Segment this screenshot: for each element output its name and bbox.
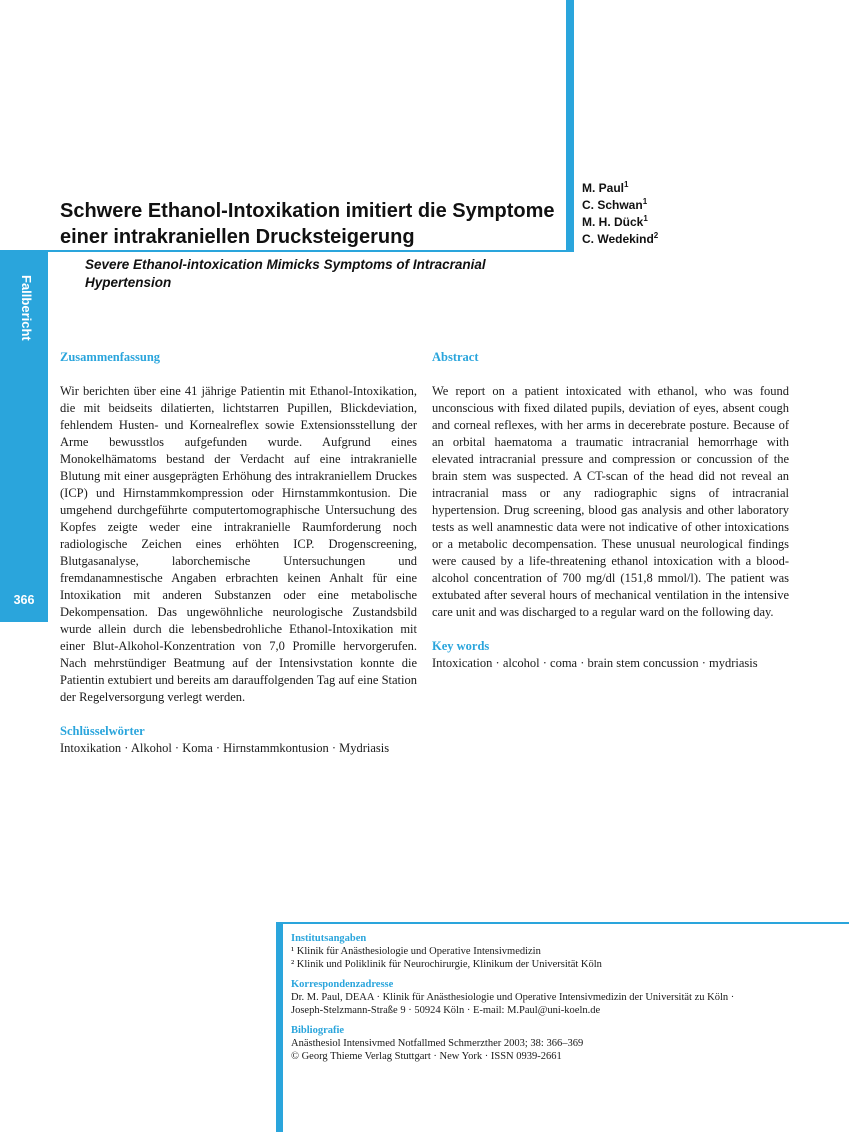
bibliography-line: Anästhesiol Intensivmed Notfallmed Schmerzther 2003; 38: 366–369 [291, 1038, 584, 1049]
keywords-text: Intoxication · alcohol · coma · brain stem concussion · mydriasis [432, 656, 758, 670]
english-subtitle: Severe Ethanol-intoxication Mimicks Symptoms of Intracranial Hypertension [85, 257, 486, 290]
author: C. Wedekind$^2$ [582, 231, 659, 246]
summary-heading: Zusammenfassung [60, 350, 161, 364]
author-list [582, 180, 658, 248]
bibliography-line: © Georg Thieme Verlag Stuttgart · New York · ISSN 0939-2661 [291, 1051, 562, 1062]
footer-rule [276, 922, 849, 924]
author: C. Schwan$^1$ [582, 197, 648, 212]
correspondence-line: Joseph-Stelzmann-Straße 9 · 50924 Köln · E-mail: M.Paul@uni-koeln.de [291, 1005, 601, 1016]
title-line-1: Schwere Ethanol-Intoxikation imitiert die Symptome [60, 200, 555, 222]
keywords-heading: Key words [432, 639, 490, 653]
summary-text: Wir berichten über eine 41 jährige Patientin mit Ethanol-Intoxikation, die mit beidseits dilatierten, lichtstarren Pupillen, Blickdeviation, fehlendem Husten- und Kornealreflex sowie Extensionsstellung der Arme bewusstlos aufgefunden wurde. Aufgrund eines Monokelhämatoms bestand der Verdacht auf eine intrakranielle Blutung mit einer ausgeprägten Erhöhung des intrakraniellem Druckes (ICP) und Hirnstammkompression oder Hirnstammkontusion. Die umgehend durchgeführte computertomographische Untersuchung des Kopfes zeigte weder eine intrakranielle Raumforderung noch radiologische Zeichen eines erhöhten ICP. Drogenscreening, Blutgasanalyse, laborchemische Untersuchungen und fremdanamnestische Angaben erbrachten keinen Anhalt für eine Intoxikation mit anderen Substanzen oder eine metabolische Dekompensation. Das ungewöhnliche neurologische Zustandsbild wurde allein durch die lebensbedrohliche Ethanol-Intoxikation mit einer Blut-Alkohol-Konzentration von 7,0 Promille hervorgerufen. Nach mehrstündiger Beatmung auf der Intensivstation konnte die Patientin extubiert und bereits am darauffolgenden Tag auf eine Station der Regelversorgung verlegt werden. [60, 384, 417, 704]
article-title [60, 198, 560, 250]
page-number: 366 [13, 593, 35, 607]
author: M. H. Dück$^1$ [582, 214, 648, 229]
title-line-2: einer intrakraniellen Drucksteigerung [60, 226, 415, 248]
abstract-heading: Abstract [432, 350, 479, 364]
institution-line: ¹ Klinik für Anästhesiologie und Operative Intensivmedizin [291, 946, 541, 957]
footer-accent-bar [276, 922, 283, 1132]
institutions-block [291, 932, 846, 971]
correspondence-line: Dr. M. Paul, DEAA · Klinik für Anästhesiologie und Operative Intensivmedizin der Universität zu Köln · [291, 992, 735, 1003]
article-info-box [291, 932, 846, 1070]
keywords-text: Intoxikation · Alkohol · Koma · Hirnstammkontusion · Mydriasis [60, 741, 390, 755]
bibliography-block [291, 1024, 846, 1063]
title-accent-bar [566, 0, 574, 252]
german-summary-column [60, 349, 417, 757]
correspondence-block [291, 978, 846, 1017]
english-abstract-column [432, 349, 789, 672]
bibliography-heading: Bibliografie [291, 1025, 345, 1036]
keywords-heading: Schlüsselwörter [60, 724, 145, 738]
correspondence-heading: Korrespondenzadresse [291, 979, 394, 990]
author: M. Paul$^1$ [582, 180, 629, 195]
institutions-heading: Institutsangaben [291, 933, 367, 944]
section-label: Fallbericht [19, 275, 34, 341]
institution-line: ² Klinik und Poliklinik für Neurochirurgie, Klinikum der Universität Köln [291, 959, 602, 970]
abstract-text: We report on a patient intoxicated with ethanol, who was found unconscious with fixed dilated pupils, deviation of eyes, absent cough and corneal reflexes, with her arms in decerebrate posture. Because of an orbital haematoma a traumatic intracranial hemorrhage with elevated intracranial pressure and compression or concussion of the brain stem was suspected. A CT-scan of the head did not reveal an intracranial mass or any radiographic signs of intracranial hypertension. Drug screening, blood gas analysis and other laboratory tests as well anamnestic data were not indicative of other intoxications or a metabolic decompensation. These unusual neurological findings were caused by a life-threatening ethanol intoxication with a blood-alcohol concentration of 700 mg/dl (151,8 mmol/l). The patient was extubated after several hours of mechanical ventilation in the intensive care unit and was discharged to a regular ward on the following day. [432, 384, 789, 619]
title-rule [0, 250, 574, 252]
